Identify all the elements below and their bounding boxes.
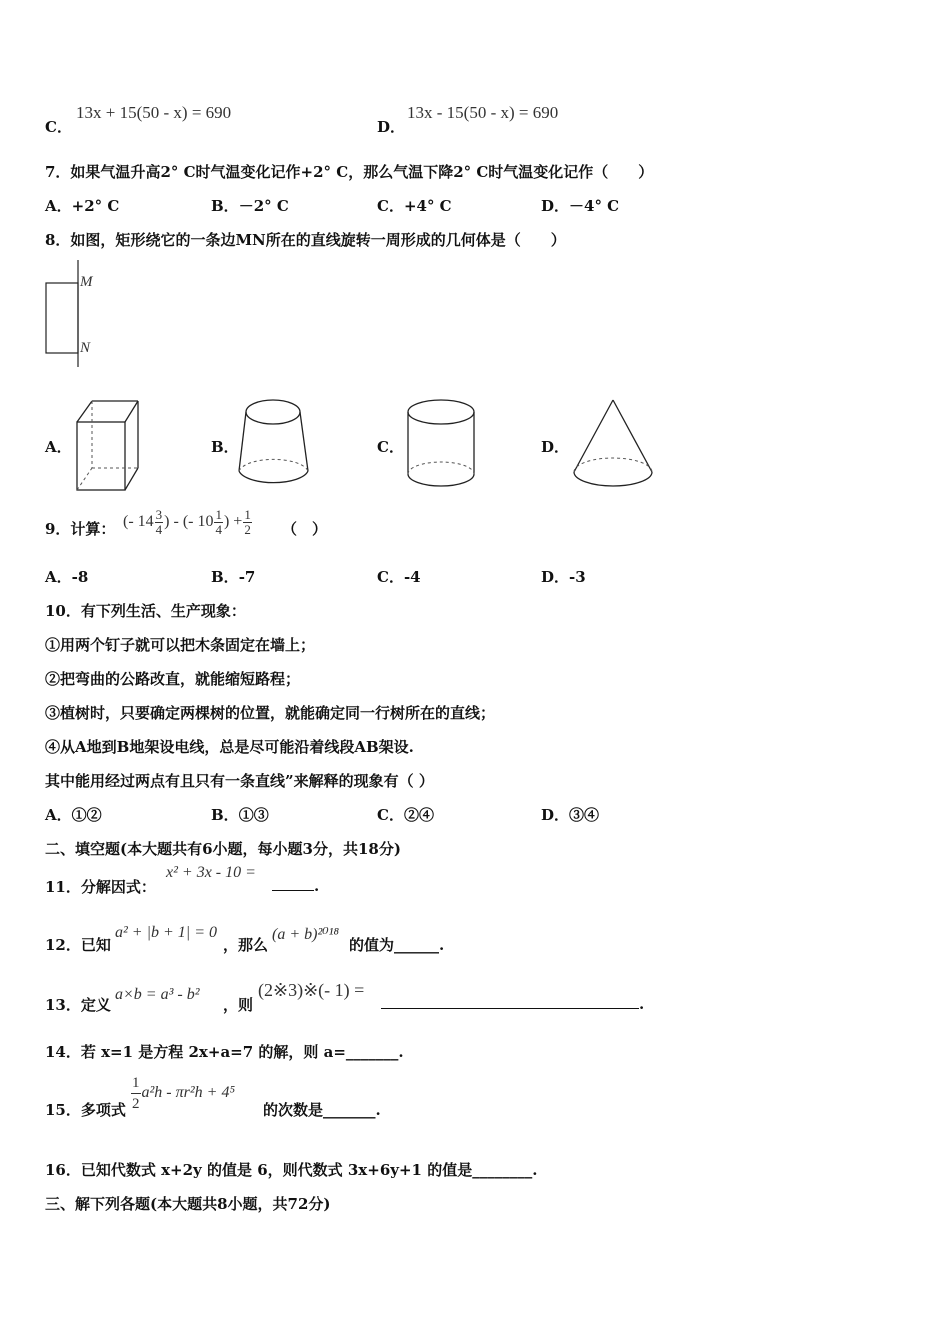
q8-label-m: M [80,274,93,290]
q9-suffix: （ ） [282,520,328,538]
q6-option-c-label: C． [45,118,72,136]
section-2-heading: 二、填空题(本大题共有6小题，每小题3分，共18分) [45,840,401,858]
q7-option-a: A．+2° C [45,197,120,215]
q8-option-c-label: C． [377,438,404,456]
q14-text: 14．若 x=1 是方程 2x+a=7 的解，则 a=_______. [45,1043,404,1061]
q12-suffix: 的值为______. [349,936,445,954]
q15-expression: $\frac{1}{2}$ a²h - πr²h + 4⁵ [132,1075,236,1112]
q7-text: 7．如果气温升高2° C时气温变化记作+2° C，那么气温下降2° C时气温变化记作（ ） [45,163,654,181]
q12-mid: ，那么 [223,936,269,954]
q10-option-a: A．①② [45,806,102,824]
q10-option-d: D．③④ [541,806,600,824]
q7-option-d: D．－4° C [541,197,620,215]
q11-prefix: 11．分解因式： [45,878,156,896]
q12-expr2: (a + b)²⁰¹⁸ [272,926,340,943]
q9-prefix: 9．计算： [45,520,116,538]
q8-option-a-label: A． [45,438,72,456]
q13-expr2: (2※3)※(- 1) = [258,980,365,1000]
q9-option-d: D．-3 [541,568,586,586]
q10-item-3: ③植树时，只要确定两棵树的位置，就能确定同一行树所在的直线； [45,704,496,722]
rectangular-prism-figure [74,398,144,494]
q13-mid: ，则 [223,996,254,1014]
q12-prefix: 12．已知 [45,936,111,954]
q16-text: 16．已知代数式 x+2y 的值是 6，则代数式 3x+6y+1 的值是________. [45,1161,538,1179]
q13-answer-blank[interactable]: . [381,994,644,1013]
q15-suffix: 的次数是_______. [263,1101,381,1119]
q7-option-b: B．－2° C [211,197,289,215]
q15-prefix: 15．多项式 [45,1101,126,1119]
q8-option-b-label: B． [211,438,239,456]
q8-text: 8．如图，矩形绕它的一条边MN所在的直线旋转一周形成的几何体是（ ） [45,231,566,249]
q11-expr: x² + 3x - 10 = [166,864,256,881]
cone-figure [570,398,660,494]
q9-option-a: A．-8 [45,568,89,586]
q6-option-c-expr: 13x + 15(50 - x) = 690 [76,103,232,122]
q8-rectangle-figure [40,255,110,370]
q10-item-2: ②把弯曲的公路改直，就能缩短路程； [45,670,301,688]
q7-option-c: C．+4° C [377,197,452,215]
q9-expression: (- 14 $\frac{3}{4}$ ) - (- 10 $\frac{1}{4}$ ) + $\frac{1}{2}$ [123,507,251,537]
q10-option-c: C．②④ [377,806,434,824]
q13-expr1: a×b = a³ - b² [115,986,200,1003]
q10-item-4: ④从A地到B地架设电线，总是尽可能沿着线段AB架设. [45,738,414,756]
q11-answer-blank[interactable]: . [272,876,319,895]
q6-option-d-expr: 13x - 15(50 - x) = 690 [407,103,559,122]
section-3-heading: 三、解下列各题(本大题共8小题，共72分) [45,1195,331,1213]
q13-prefix: 13．定义 [45,996,111,1014]
q9-option-b: B．-7 [211,568,256,586]
q9-option-c: C．-4 [377,568,421,586]
q10-option-b: B．①③ [211,806,269,824]
q10-question: 其中能用经过两点有且只有一条直线”来解释的现象有（ ） [45,772,434,790]
q10-text: 10．有下列生活、生产现象： [45,602,246,620]
q6-option-d-label: D． [377,118,406,136]
q10-item-1: ①用两个钉子就可以把木条固定在墙上； [45,636,316,654]
q12-expr1: a² + |b + 1| = 0 [115,924,217,941]
cylinder-figure [404,396,480,494]
q8-option-d-label: D． [541,438,570,456]
q8-label-n: N [80,340,91,356]
frustum-figure [236,396,316,494]
